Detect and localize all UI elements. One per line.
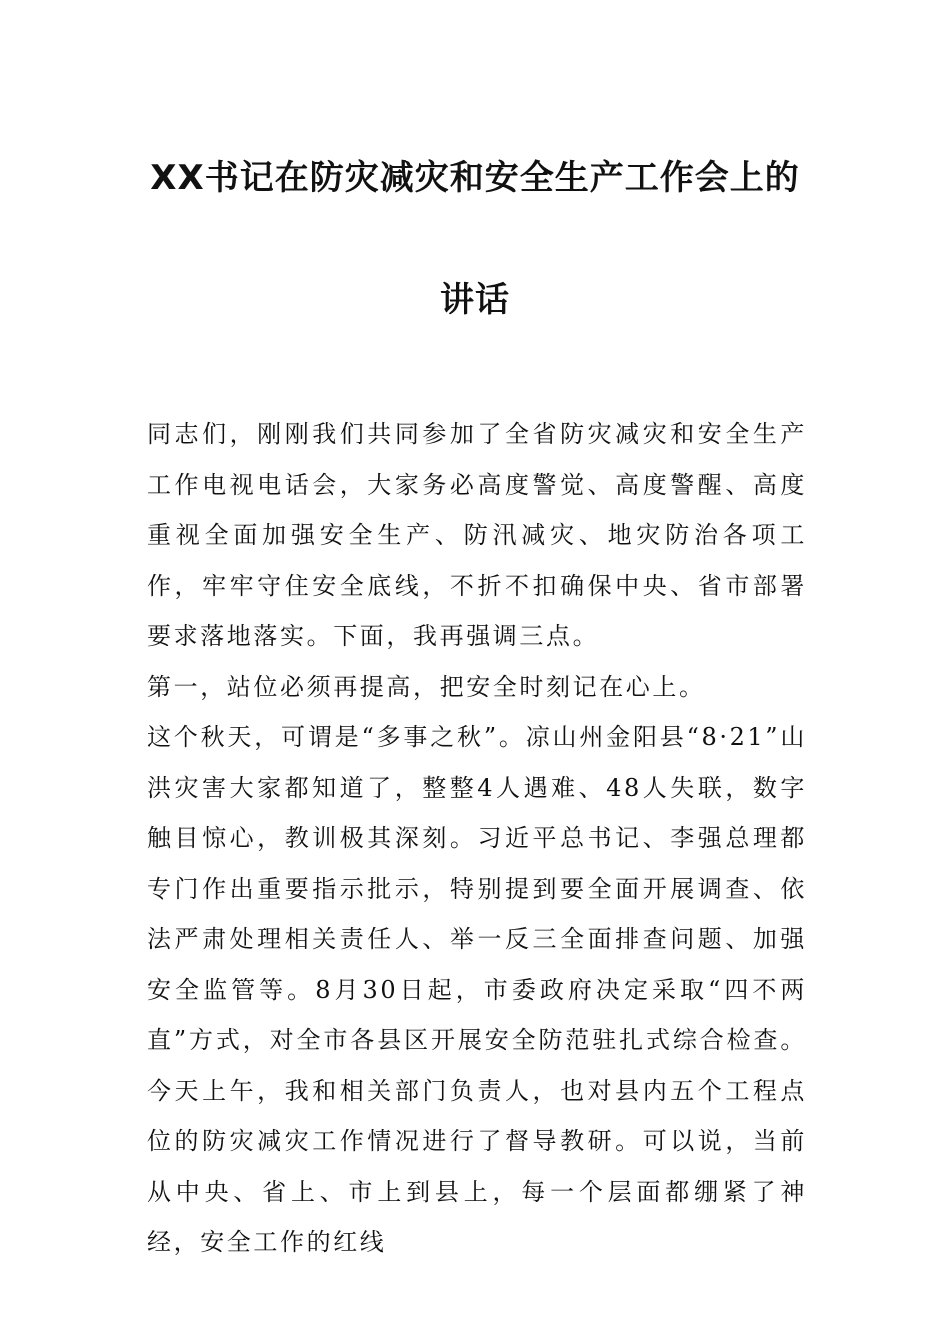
document-body <box>147 409 807 1268</box>
paragraph-autumn-events: 这个秋天，可谓是“多事之秋”。凉山州金阳县“8·21”山洪灾害大家都知道了，整整4人遇难、48人失联，数字触目惊心，教训极其深刻。习近平总书记、李强总理都专门作出重要指示批示，特别提到要全面开展调查、依法严肃处理相关责任人、举一反三全面排查问题、加强安全监管等。8月30日起，市委政府决定采取“四不两直”方式，对全市各县区开展安全防范驻扎式综合检查。今天上午，我和相关部门负责人，也对县内五个工程点位的防灾减灾工作情况进行了督导教研。可以说，当前从中央、省上、市上到县上，每一个层面都绷紧了神经，安全工作的红线 <box>147 723 807 1256</box>
document-title-line-2: 讲话 <box>440 280 510 320</box>
paragraph-opening: 同志们，刚刚我们共同参加了全省防灾减灾和安全生产工作电视电话会，大家务必高度警觉、高度警醒、高度重视全面加强安全生产、防汛减灾、地灾防治各项工作，牢牢守住安全底线，不折不扣确保中央、省市部署要求落地落实。下面，我再强调三点。 <box>147 420 807 650</box>
document-title-line-1: XX书记在防灾减灾和安全生产工作会上的 <box>150 158 800 198</box>
paragraph-heading-first-point: 第一，站位必须再提高，把安全时刻记在心上。 <box>147 672 706 701</box>
